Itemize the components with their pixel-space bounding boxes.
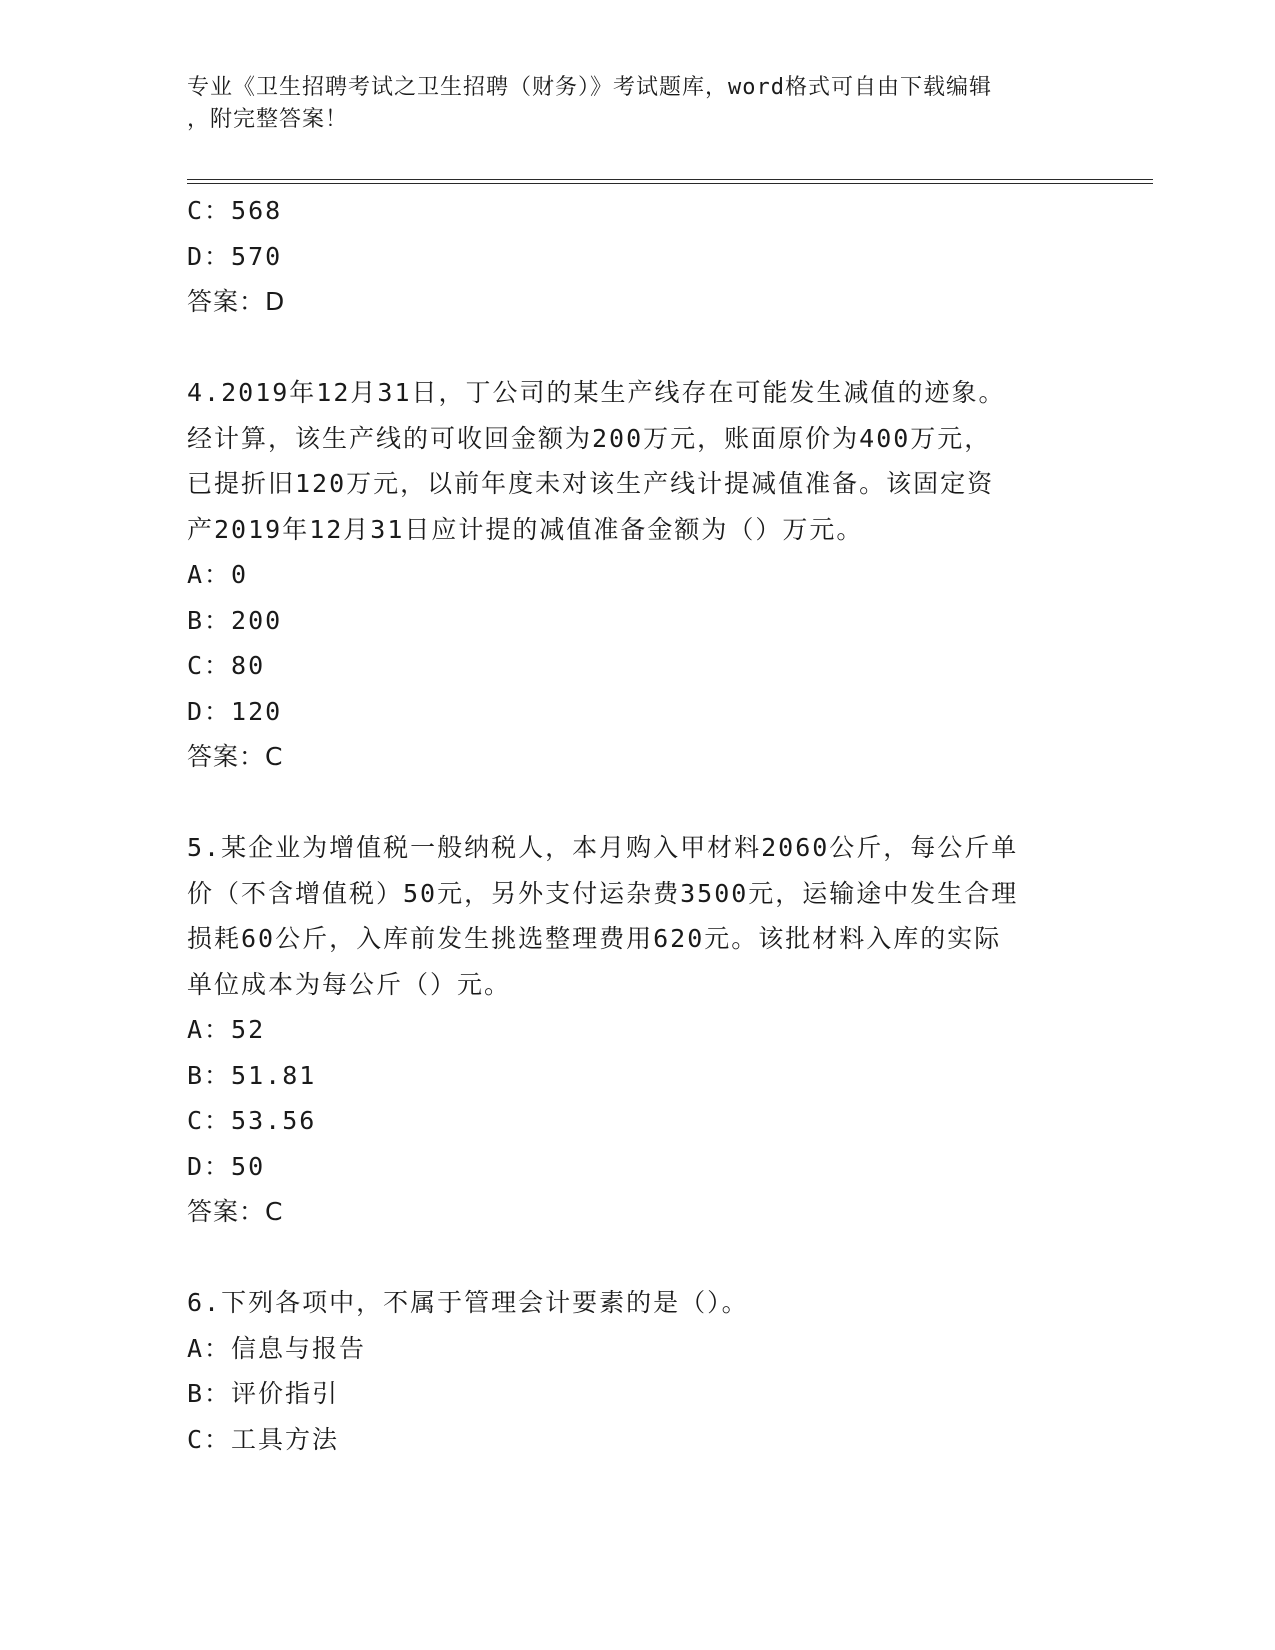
question-stem-line: 6.下列各项中，不属于管理会计要素的是（）。: [187, 1288, 749, 1317]
option-c: C：568: [187, 196, 283, 225]
option-a: A：信息与报告: [187, 1333, 367, 1363]
question-6: [187, 1280, 1087, 1462]
header-title-line-1: 专业《卫生招聘考试之卫生招聘（财务）》考试题库，word格式可自由下载编辑: [187, 75, 992, 100]
question-4: [187, 370, 1087, 780]
question-spacer: [187, 1235, 1087, 1281]
answer-label: 答案：C: [187, 1197, 284, 1226]
option-c: C：工具方法: [187, 1424, 340, 1454]
document-header: [187, 72, 1087, 136]
option-c: C：80: [187, 651, 266, 680]
option-b: B：200: [187, 605, 283, 635]
question-3: [187, 188, 1087, 325]
question-stem-line: 5.某企业为增值税一般纳税人，本月购入甲材料2060公斤，每公斤单: [187, 833, 1019, 862]
header-title-line-2: ，附完整答案！: [187, 107, 349, 132]
question-spacer: [187, 780, 1087, 826]
question-stem-line: 单位成本为每公斤（）元。: [187, 969, 512, 999]
option-b: B：51.81: [187, 1060, 317, 1090]
question-stem-line: 损耗60公斤，入库前发生挑选整理费用620元。该批材料入库的实际: [187, 924, 1002, 953]
option-d: D：50: [187, 1151, 266, 1181]
answer-label: 答案：C: [187, 742, 284, 771]
question-stem-line: 价（不含增值税）50元，另外支付运杂费3500元，运输途中发生合理: [187, 878, 1019, 908]
answer-label: 答案：D: [187, 287, 286, 316]
option-a: A：52: [187, 1015, 266, 1044]
header-divider-bottom: [187, 183, 1153, 184]
option-b: B：评价指引: [187, 1379, 340, 1408]
option-d: D：120: [187, 696, 283, 726]
question-spacer: [187, 325, 1087, 371]
question-stem-line: 已提折旧120万元，以前年度未对该生产线计提减值准备。该固定资: [187, 469, 995, 498]
question-5: [187, 825, 1087, 1235]
question-stem-line: 4.2019年12月31日，丁公司的某生产线存在可能发生减值的迹象。: [187, 378, 1006, 407]
header-divider-top: [187, 179, 1153, 180]
question-list: [187, 188, 1087, 1462]
question-stem-line: 产2019年12月31日应计提的减值准备金额为（）万元。: [187, 514, 864, 544]
option-c: C：53.56: [187, 1106, 317, 1135]
question-stem-line: 经计算，该生产线的可收回金额为200万元，账面原价为400万元，: [187, 423, 992, 453]
option-a: A：0: [187, 560, 249, 589]
option-d: D：570: [187, 241, 283, 271]
